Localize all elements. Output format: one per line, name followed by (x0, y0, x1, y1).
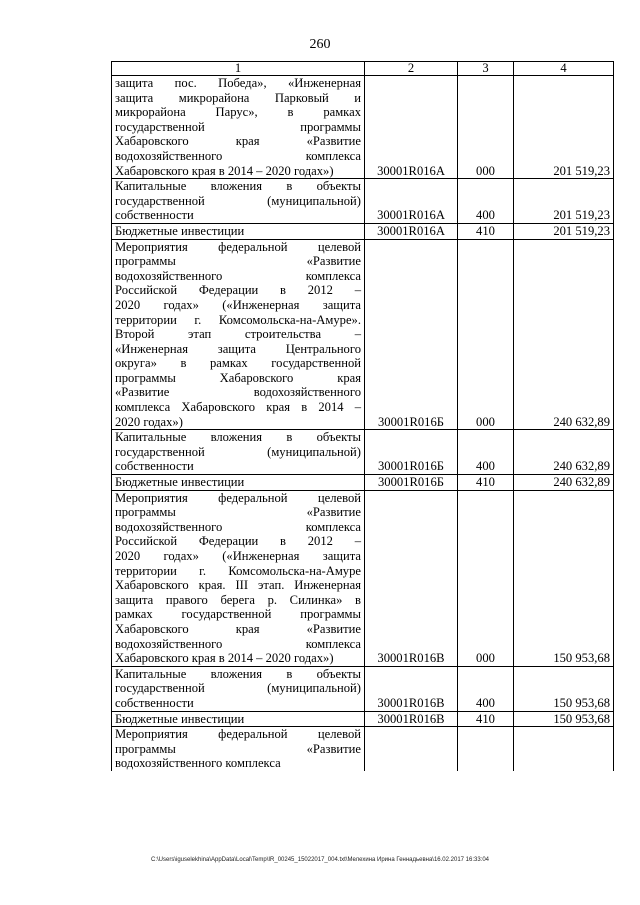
header-col-1: 1 (112, 62, 365, 76)
row-name-line: программы «Развитие (115, 741, 361, 756)
row-name-line: Мероприятия федеральной целевой (115, 727, 361, 742)
row-name-line: 2020 годах» («Инженерная защита (115, 297, 361, 312)
row-name-line: «Инженерная защита Центрального (115, 341, 361, 356)
row-name-line: защита пос. Победа», «Инженерная (115, 76, 361, 90)
row-kvr-cell: 400 (458, 179, 514, 224)
row-sum-cell: 150 953,68 (514, 490, 614, 666)
table-row (112, 490, 614, 666)
row-sum-cell: 201 519,23 (514, 223, 614, 239)
row-name-cell (112, 179, 365, 224)
row-sum-cell: 201 519,23 (514, 76, 614, 179)
row-name-line: Бюджетные инвестиции (115, 223, 245, 238)
header-col-3: 3 (458, 62, 514, 76)
row-kvr-cell: 410 (458, 223, 514, 239)
row-kvr-cell: 000 (458, 239, 514, 430)
row-name-cell (112, 475, 365, 491)
row-name-line: Бюджетные инвестиции (115, 711, 245, 726)
table-row (112, 711, 614, 727)
row-name-cell (112, 666, 365, 711)
row-name-line: программы «Развитие (115, 254, 361, 269)
table-header-row (112, 62, 614, 76)
row-name-line: собственности (115, 695, 194, 710)
row-name-cell (112, 711, 365, 727)
row-name-line: «Развитие водохозяйственного (115, 385, 361, 400)
row-name-line: комплекса Хабаровского края в 2014 – (115, 400, 361, 415)
row-name-cell (112, 76, 365, 179)
row-name-line: Бюджетные инвестиции (115, 475, 245, 490)
table-row (112, 223, 614, 239)
row-name-line: Второй этап строительства – (115, 327, 361, 342)
row-name-line: микрорайона Парус», в рамках (115, 105, 361, 120)
row-name-line: водохозяйственного комплекса (115, 268, 361, 283)
row-name-cell (112, 430, 365, 475)
row-name-line: Хабаровского края в 2014 – 2020 годах») (115, 163, 334, 178)
row-name-line: государственной (муниципальной) (115, 681, 361, 696)
row-name-line: Хабаровского края в 2014 – 2020 годах») (115, 651, 334, 666)
row-name-line: собственности (115, 459, 194, 474)
row-code-cell: 30001R016Б (365, 475, 458, 491)
row-name-line: водохозяйственного комплекса (115, 756, 281, 771)
row-sum-cell: 150 953,68 (514, 666, 614, 711)
row-name-line: территории г. Комсомольска-на-Амуре». (115, 312, 361, 327)
row-name-line: программы «Развитие (115, 505, 361, 520)
row-name-line: Мероприятия федеральной целевой (115, 239, 361, 254)
row-code-cell: 30001R016В (365, 711, 458, 727)
row-kvr-cell: 410 (458, 475, 514, 491)
row-name-line: Российской Федерации в 2012 – (115, 534, 361, 549)
row-kvr-cell: 410 (458, 711, 514, 727)
row-name-line: Хабаровского края. III этап. Инженерная (115, 578, 361, 593)
row-name-line: водохозяйственного комплекса (115, 148, 361, 163)
table-row (112, 475, 614, 491)
row-name-line: государственной программы (115, 119, 361, 134)
row-name-cell (112, 239, 365, 430)
row-name-line: защита правого берега р. Силинка» в (115, 592, 361, 607)
header-col-4: 4 (514, 62, 614, 76)
row-name-line: государственной (муниципальной) (115, 444, 361, 459)
row-code-cell: 30001R016В (365, 490, 458, 666)
row-name-line: 2020 годах» («Инженерная защита (115, 549, 361, 563)
row-kvr-cell: 000 (458, 76, 514, 179)
row-code-cell: 30001R016А (365, 223, 458, 239)
row-name-line: собственности (115, 208, 194, 223)
row-name-line: Капитальные вложения в объекты (115, 430, 361, 445)
row-name-line: территории г. Комсомольска-на-Амуре (115, 563, 361, 578)
row-code-cell: 30001R016А (365, 179, 458, 224)
row-name-line: Капитальные вложения в объекты (115, 179, 361, 194)
row-name-line: защита микрорайона Парковый и (115, 90, 361, 105)
row-code-cell: 30001R016А (365, 76, 458, 179)
table-row (112, 239, 614, 430)
row-name-line: государственной (муниципальной) (115, 193, 361, 208)
row-sum-cell (514, 727, 614, 771)
row-name-cell (112, 223, 365, 239)
row-name-line: программы Хабаровского края (115, 370, 361, 385)
header-col-2: 2 (365, 62, 458, 76)
row-kvr-cell (458, 727, 514, 771)
row-name-line: Хабаровского края «Развитие (115, 621, 361, 636)
row-name-line: водохозяйственного комплекса (115, 519, 361, 534)
row-name-line: Российской Федерации в 2012 – (115, 283, 361, 298)
row-name-line: Капитальные вложения в объекты (115, 666, 361, 681)
row-code-cell: 30001R016В (365, 666, 458, 711)
table-row (112, 727, 614, 771)
row-kvr-cell: 400 (458, 430, 514, 475)
row-name-line: округа» в рамках государственной (115, 356, 361, 371)
file-path-footer: C:\Users\iguselekhina\AppData\Local\Temp\IR_00245_15022017_004.txt\Мелехина Ирина Геннадьевна\16.02.2017 16:33:04 (150, 857, 490, 863)
page-number: 260 (309, 37, 331, 52)
budget-table (111, 61, 614, 771)
row-name-line: водохозяйственного комплекса (115, 636, 361, 651)
row-name-line: 2020 годах») (115, 414, 183, 429)
row-kvr-cell: 000 (458, 490, 514, 666)
row-sum-cell: 240 632,89 (514, 430, 614, 475)
row-name-cell (112, 490, 365, 666)
row-sum-cell: 240 632,89 (514, 239, 614, 430)
row-name-line: Мероприятия федеральной целевой (115, 490, 361, 505)
table-row (112, 76, 614, 179)
row-sum-cell: 150 953,68 (514, 711, 614, 727)
row-name-cell (112, 727, 365, 771)
row-kvr-cell: 400 (458, 666, 514, 711)
row-code-cell: 30001R016Б (365, 239, 458, 430)
row-sum-cell: 201 519,23 (514, 179, 614, 224)
table-body (112, 76, 614, 771)
table-row (112, 666, 614, 711)
row-code-cell (365, 727, 458, 771)
table-row (112, 430, 614, 475)
table-row (112, 179, 614, 224)
row-code-cell: 30001R016Б (365, 430, 458, 475)
row-name-line: рамках государственной программы (115, 607, 361, 622)
row-sum-cell: 240 632,89 (514, 475, 614, 491)
row-name-line: Хабаровского края «Развитие (115, 134, 361, 149)
